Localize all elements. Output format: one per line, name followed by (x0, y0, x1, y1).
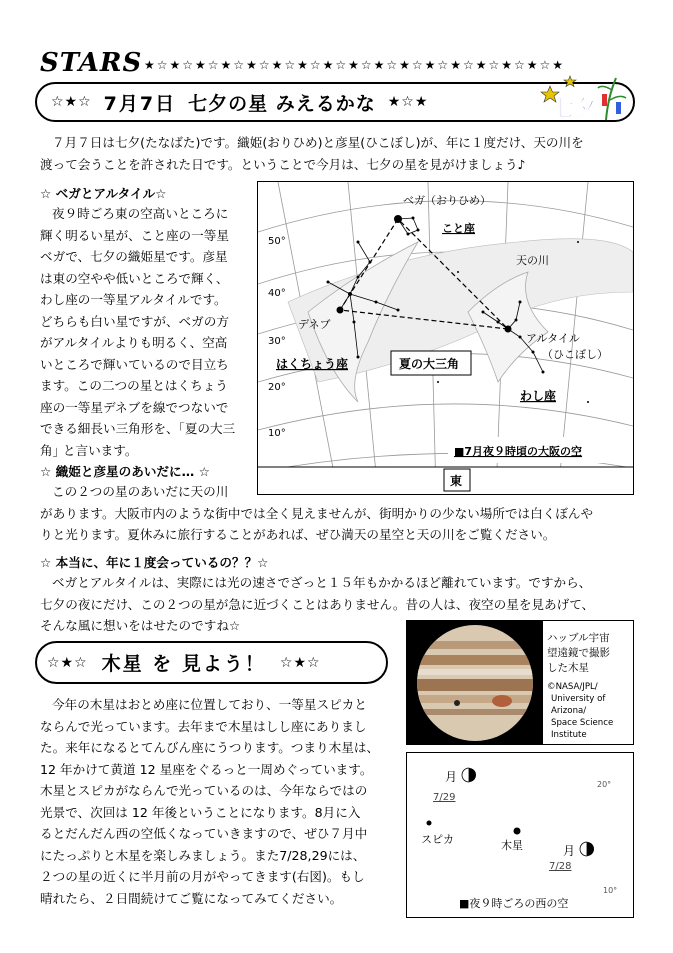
altitude-label: 40° (268, 288, 286, 299)
intro-paragraph (40, 132, 642, 175)
banner-topic: 七夕の星 みえるかな (188, 92, 376, 115)
caption-line: した木星 (547, 662, 589, 674)
label-deneb: デネブ (298, 318, 331, 331)
banner-date: 7月7日 (103, 92, 177, 115)
text-line: ならんで光っています。去年まで木星はしし座にありまし (40, 718, 367, 734)
altitude-label: 30° (268, 336, 286, 347)
text-line: は東の空やや低いところで輝く、 (40, 270, 229, 286)
credit-line: Institute (551, 730, 587, 740)
banner-right-stars: ☆★☆ (279, 654, 321, 671)
jupiter-image (407, 621, 543, 744)
half-moon-icon (580, 842, 594, 856)
caption-line: 望遠鏡で撮影 (547, 647, 610, 659)
altitude-20: 20° (597, 780, 612, 789)
text-line: ２つの星の近くに半月前の月がやってきます(右図)。もし (40, 869, 365, 884)
tanabata-logo (536, 72, 628, 122)
summer-triangle-map (257, 181, 634, 495)
jupiter-caption (547, 631, 610, 676)
section2-text (40, 481, 640, 546)
section-heading-milky-way: ☆ 織姫と彦星のあいだに… ☆ (40, 464, 210, 479)
moon-date-1: 7/29 (433, 792, 456, 803)
section-heading-vega-altair: ☆ ベガとアルタイル☆ (40, 186, 167, 201)
text-line: この２つの星のあいだに天の川 (52, 484, 229, 499)
section-heading-once-a-year: ☆ 本当に、年に１度会っているの？？☆ (40, 555, 269, 570)
text-line: 角｣ と言います。 (40, 442, 138, 458)
text-line: るとだんだん西の空低くなっていきますので、ぜひ７月中 (40, 826, 368, 841)
altitude-label: 20° (268, 382, 286, 393)
jupiter-label: 木星 (501, 839, 523, 852)
jupiter-credit (547, 681, 613, 741)
altitude-10: 10° (603, 886, 618, 895)
text-line: ベガで、七夕の織姫星です。彦星 (40, 249, 228, 264)
text-line: できる細長い三角形を、｢夏の大三 (40, 421, 236, 436)
text-line: ます。この二つの星とはくちょう (40, 378, 228, 393)
label-east: 東 (450, 474, 463, 488)
text-line: にたっぷりと木星を楽しみましょう。また7/28,29には、 (40, 847, 366, 863)
label-aquila: わし座 (520, 389, 557, 403)
text-line: 座の一等星デネブを線でつないで (40, 399, 229, 415)
spica-label: スピカ (421, 833, 454, 846)
great-red-spot (492, 695, 512, 707)
moon-label-2: 月 (563, 844, 576, 858)
text-line: た。来年になるとてんびん座にうつります。つまり木星は、 (40, 740, 380, 755)
spica-star (427, 821, 432, 826)
label-summer-triangle: 夏の大三角 (399, 357, 460, 371)
text-line: 12 年かけて黄道 12 星座をぐるっと一周めぐっています。 (40, 761, 373, 777)
intro-line: 渡って会うことを許された日です。ということで今月は、七夕の星を見がけましょう♪ (40, 156, 526, 172)
star-deneb (337, 307, 344, 314)
text-line: わし座の一等星アルタイルです。 (40, 292, 227, 307)
moon-label: 月 (445, 770, 458, 784)
moon-date-2: 7/28 (549, 861, 572, 872)
text-line: 晴れたら、２日間続けてご覧になってみてください。 (40, 890, 343, 906)
logo-text: 七夕 (552, 97, 597, 122)
west-sky-caption: ■夜９時ごろの西の空 (459, 897, 569, 910)
jupiter-text (40, 694, 402, 909)
text-line: どちらも白い星ですが、ベガの方 (40, 313, 229, 329)
banner-left-stars: ☆★☆ (47, 654, 88, 671)
text-line: ベガとアルタイルは、実際には光の速さでざっと１５年もかかるほど離れています。ですから、 (52, 575, 592, 590)
text-line: 七夕の夜にだけ、この２つの星が急に近づくことはありません。昔の人は、夜空の星を見あげて、 (40, 596, 595, 612)
stars-title: STARS (40, 48, 143, 78)
star-vega (394, 215, 402, 223)
text-line: 今年の木星はおとめ座に位置しており、一等星スピカと (52, 697, 367, 712)
text-line: 光景で、次回は 12 年後ということになります。8月に入 (40, 804, 361, 820)
text-line: があります。大阪市内のような街中では全く見えませんが、街明かりの少ない場所では白くぼんや (40, 505, 594, 521)
section1-text (40, 203, 252, 461)
altitude-label: 50° (268, 236, 286, 247)
text-line: そんな風に想いをはせたのですね☆ (40, 618, 241, 633)
text-line: いところで輝いているので目立ち (40, 356, 229, 372)
label-lyra: こと座 (442, 222, 475, 235)
label-vega: ベガ（おりひめ） (403, 194, 491, 207)
label-milky-way: 天の川 (516, 254, 549, 267)
label-altair-sub: （ひこぼし） (542, 348, 608, 361)
label-cygnus: はくちょう座 (276, 357, 349, 371)
altitude-label: 10° (268, 428, 286, 439)
caption-line: ハッブル宇宙 (547, 632, 610, 644)
credit-line: ©NASA/JPL/ (547, 682, 598, 692)
star-altair (505, 326, 512, 333)
label-altair: アルタイル (526, 332, 580, 345)
west-sky-diagram (406, 752, 634, 918)
banner-left-stars: ☆★☆ (51, 94, 92, 110)
text-line: 輝く明るい星が、こと座の一等星 (40, 227, 229, 243)
map-caption: ■7月夜９時頃の大阪の空 (454, 445, 583, 458)
jupiter-banner (35, 641, 388, 684)
half-moon-icon (462, 768, 476, 782)
banner-jupiter-title: 木星 を 見よう！ (101, 653, 266, 675)
text-line: 夜９時ごろ東の空高いところに (52, 206, 229, 221)
text-line: りと光ります。夏休みに旅行することがあれば、ぜひ満天の星空と天の川をご覧ください。 (40, 527, 556, 542)
intro-line: ７月７日は七夕(たなばた)です。織姫(おりひめ)と彦星(ひこぼし)が、年に１度だけ、天の川を (52, 135, 584, 150)
jupiter-planet (514, 828, 521, 835)
text-line: がアルタイルよりも明るく、空高 (40, 335, 228, 350)
stars-decoration: ★☆★☆★☆★☆★☆★☆★☆★☆★☆★☆★☆★☆★☆★☆★☆★☆★ (144, 58, 566, 72)
jupiter-photo-box (406, 620, 634, 745)
banner-right-stars: ★☆★ (387, 94, 429, 110)
credit-line: Space Science (551, 718, 614, 728)
credit-line: Arizona/ (551, 706, 587, 716)
credit-line: University of (551, 694, 606, 704)
text-line: 木星とスピカがならんで光っているのは、今年ならではの (40, 783, 368, 798)
